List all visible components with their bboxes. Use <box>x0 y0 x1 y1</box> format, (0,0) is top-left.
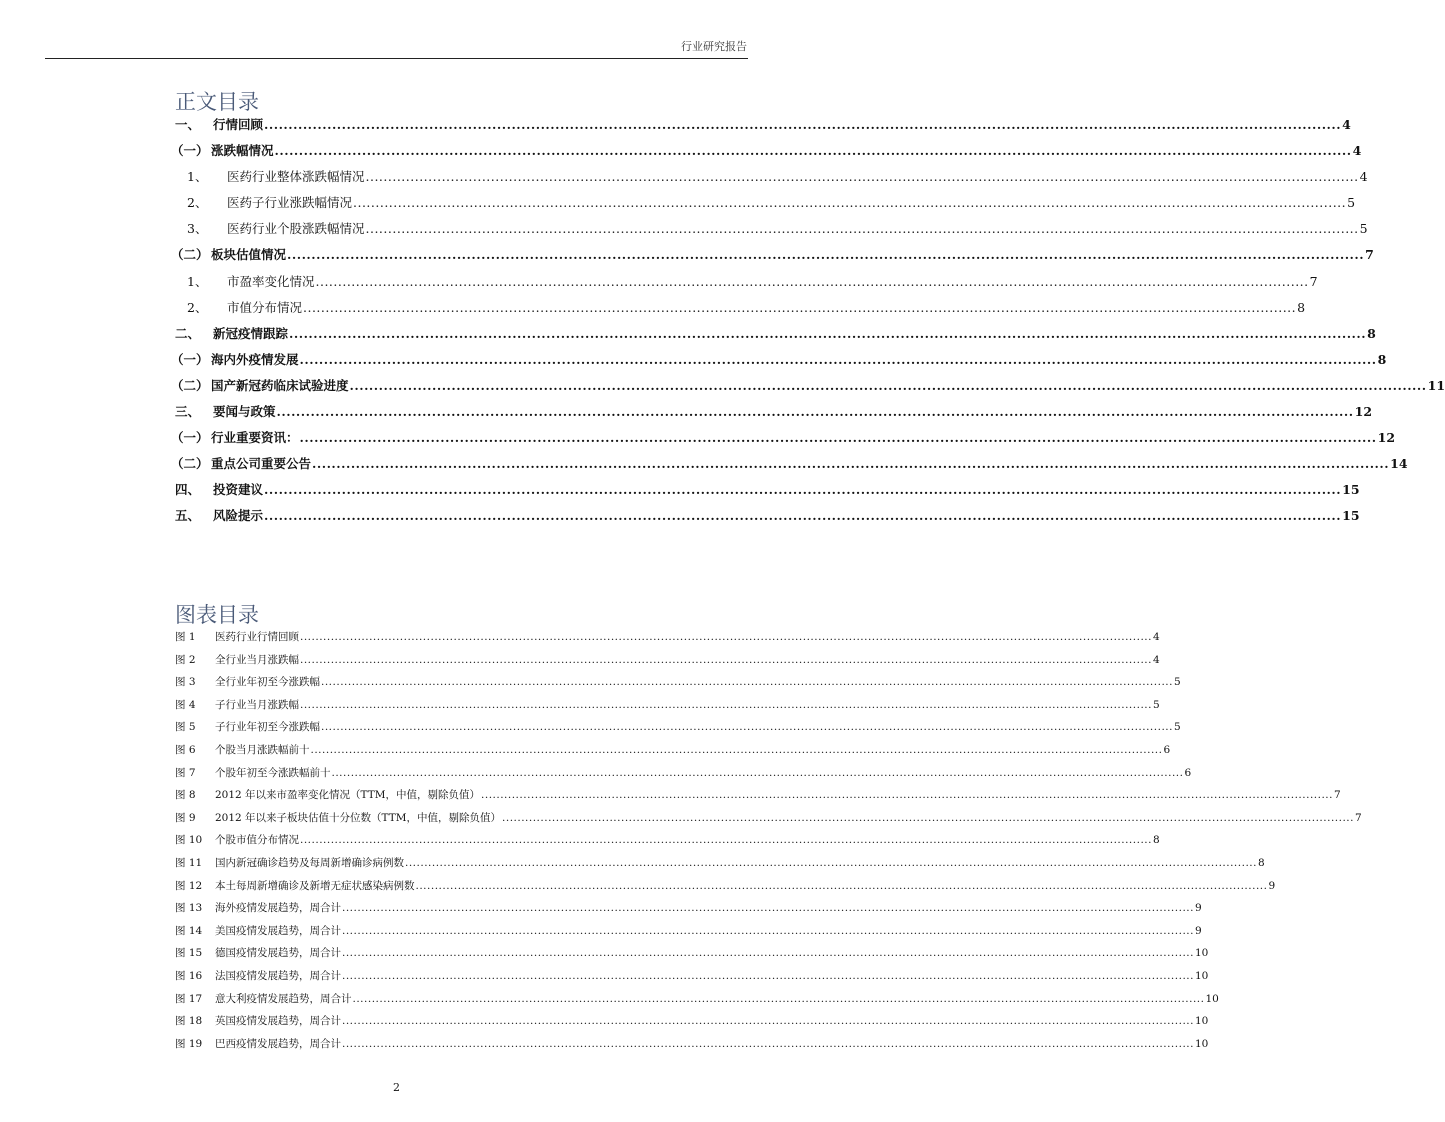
dot-leader <box>353 993 1205 1005</box>
entry-number: 图 13 <box>175 902 203 915</box>
dot-leader <box>481 789 1333 801</box>
toc-entry[interactable] <box>175 193 1356 219</box>
entry-page-number: 12 <box>1377 430 1396 446</box>
toc-entry[interactable] <box>171 350 1387 376</box>
toc-entry[interactable] <box>175 167 1368 193</box>
dot-leader <box>300 654 1152 666</box>
page-number: 2 <box>393 1081 400 1094</box>
entry-page-number: 5 <box>1152 698 1160 711</box>
entry-page-number: 8 <box>1377 351 1387 367</box>
entry-number: 图 3 <box>175 676 196 689</box>
entry-number: 图 2 <box>175 653 196 666</box>
entry-page-number: 11 <box>1427 377 1445 393</box>
entry-number: 图 12 <box>175 879 203 892</box>
entry-number: 图 19 <box>175 1037 203 1050</box>
toc-entry[interactable] <box>171 454 1408 480</box>
entry-page-number: 10 <box>1194 947 1209 960</box>
entry-page-number: 8 <box>1257 856 1265 869</box>
entry-number: 图 8 <box>175 789 196 802</box>
entry-number: 1、 <box>187 273 208 289</box>
dot-leader <box>342 947 1194 959</box>
dot-leader <box>275 143 1352 158</box>
entry-number: 图 16 <box>175 969 203 982</box>
dot-leader <box>289 326 1366 341</box>
entry-label: 市盈率变化情况 <box>227 273 315 289</box>
dot-leader <box>264 482 1341 497</box>
toc-entry[interactable] <box>175 298 1306 324</box>
dot-leader <box>321 721 1173 733</box>
entry-label: 投资建议 <box>213 482 264 498</box>
dot-leader <box>300 430 1377 445</box>
header-report-type: 行业研究报告 <box>681 40 747 53</box>
entry-label: 海内外疫情发展 <box>211 351 299 367</box>
entry-number: 五、 <box>175 508 201 524</box>
entry-number: 图 17 <box>175 992 203 1005</box>
dot-leader <box>332 767 1184 779</box>
dot-leader <box>300 352 1377 367</box>
entry-label: 子行业当月涨跌幅 <box>215 698 299 711</box>
entry-page-number: 8 <box>1152 834 1160 847</box>
entry-label: 2012 年以来子板块估值十分位数（TTM，中值，剔除负值） <box>215 811 502 824</box>
entry-number: 图 18 <box>175 1015 203 1028</box>
entry-page-number: 5 <box>1173 721 1181 734</box>
figure-entry[interactable] <box>175 742 1171 765</box>
entry-number: 图 15 <box>175 947 203 960</box>
entry-number: 四、 <box>175 482 201 498</box>
entry-number: 三、 <box>175 404 201 420</box>
entry-page-number: 4 <box>1359 169 1368 185</box>
figure-entry[interactable] <box>175 923 1202 946</box>
entry-page-number: 10 <box>1194 1037 1209 1050</box>
entry-label: 个股市值分布情况 <box>215 834 299 847</box>
entry-page-number: 10 <box>1205 992 1219 1005</box>
entry-number: 图 6 <box>175 743 196 756</box>
entry-label: 市值分布情况 <box>227 299 303 315</box>
entry-label: 风险提示 <box>213 508 264 524</box>
entry-label: 全行业年初至今涨跌幅 <box>215 676 320 689</box>
dot-leader <box>350 378 1427 393</box>
entry-label: 子行业年初至今涨跌幅 <box>215 721 320 734</box>
entry-page-number: 4 <box>1342 117 1351 132</box>
dot-leader <box>342 970 1194 982</box>
figure-entry[interactable] <box>175 787 1341 810</box>
entry-label: 医药行业个股涨跌幅情况 <box>227 221 365 237</box>
dot-leader <box>342 1038 1194 1050</box>
entry-page-number: 15 <box>1342 508 1360 524</box>
dot-leader <box>342 902 1194 914</box>
entry-label: 德国疫情发展趋势，周合计 <box>215 947 341 960</box>
toc-entry[interactable] <box>175 402 1373 428</box>
entry-page-number: 7 <box>1333 789 1341 802</box>
entry-page-number: 5 <box>1347 195 1356 211</box>
dot-leader <box>321 676 1173 688</box>
toc-entry[interactable] <box>171 376 1445 402</box>
entry-label: 涨跌幅情况 <box>211 143 274 159</box>
entry-number: 图 5 <box>175 721 196 734</box>
entry-label: 美国疫情发展趋势，周合计 <box>215 924 341 937</box>
toc-entry[interactable] <box>175 324 1376 350</box>
figure-entry[interactable] <box>175 810 1362 833</box>
entry-page-number: 6 <box>1184 766 1192 779</box>
entry-label: 新冠疫情跟踪 <box>213 325 289 341</box>
figure-entry[interactable] <box>175 832 1160 855</box>
entry-label: 海外疫情发展趋势，周合计 <box>215 902 341 915</box>
toc-entry[interactable] <box>171 141 1362 167</box>
entry-label: 个股当月涨跌幅前十 <box>215 743 310 756</box>
entry-page-number: 7 <box>1365 247 1374 263</box>
entry-page-number: 5 <box>1359 221 1368 237</box>
list-of-figures <box>175 629 1362 1058</box>
entry-label: 全行业当月涨跌幅 <box>215 653 299 666</box>
figure-entry[interactable] <box>175 697 1160 720</box>
toc-entry[interactable] <box>171 245 1374 271</box>
entry-label: 国内新冠确诊趋势及每周新增确诊病例数 <box>215 856 404 869</box>
entry-page-number: 10 <box>1194 969 1209 982</box>
entry-page-number: 7 <box>1309 273 1318 289</box>
entry-number: 图 11 <box>175 856 203 869</box>
entry-label: 本土每周新增确诊及新增无症状感染病例数 <box>215 879 415 892</box>
dot-leader <box>312 456 1389 471</box>
header-divider <box>45 58 748 59</box>
entry-page-number: 9 <box>1268 879 1276 892</box>
figure-entry[interactable] <box>175 900 1202 923</box>
entry-number: 图 7 <box>175 766 196 779</box>
table-of-contents <box>171 115 1445 533</box>
toc-entry[interactable] <box>175 480 1360 506</box>
figure-entry[interactable] <box>175 968 1209 991</box>
figure-entry[interactable] <box>175 765 1192 788</box>
dot-leader <box>287 247 1364 262</box>
entry-page-number: 4 <box>1152 653 1160 666</box>
entry-page-number: 4 <box>1152 631 1160 643</box>
dot-leader <box>264 508 1341 523</box>
figure-entry[interactable] <box>175 878 1276 901</box>
figure-entry[interactable] <box>175 855 1265 878</box>
entry-number: （一） <box>171 430 209 446</box>
figure-entry[interactable] <box>175 991 1219 1014</box>
entry-number: 图 10 <box>175 834 203 847</box>
toc-entry[interactable] <box>175 219 1368 245</box>
entry-number: 3、 <box>187 221 208 237</box>
entry-label: 英国疫情发展趋势，周合计 <box>215 1015 341 1028</box>
entry-number: （一） <box>171 143 209 159</box>
entry-page-number: 6 <box>1163 743 1171 756</box>
dot-leader <box>353 195 1346 210</box>
dot-leader <box>366 169 1359 184</box>
dot-leader <box>342 925 1194 937</box>
entry-label: 医药子行业涨跌幅情况 <box>227 195 353 211</box>
entry-page-number: 12 <box>1354 404 1373 420</box>
toc-entry[interactable] <box>175 272 1318 298</box>
figure-entry[interactable] <box>175 674 1181 697</box>
entry-page-number: 8 <box>1367 325 1376 341</box>
entry-number: 图 14 <box>175 924 203 937</box>
entry-number: 2、 <box>187 299 208 315</box>
entry-number: 二、 <box>175 325 201 341</box>
figures-title: 图表目录 <box>175 603 259 627</box>
entry-number: （二） <box>171 247 209 263</box>
figure-entry[interactable] <box>175 652 1160 675</box>
dot-leader <box>311 744 1163 756</box>
entry-label: 要闻与政策 <box>213 404 276 420</box>
toc-title: 正文目录 <box>175 90 259 114</box>
dot-leader <box>277 404 1354 419</box>
entry-number: 1、 <box>187 169 208 185</box>
dot-leader <box>300 631 1152 643</box>
entry-number: 图 4 <box>175 698 196 711</box>
entry-label: 医药行业行情回顾 <box>215 631 299 643</box>
entry-label: 个股年初至今涨跌幅前十 <box>215 766 331 779</box>
entry-label: 巴西疫情发展趋势，周合计 <box>215 1037 341 1050</box>
dot-leader <box>502 812 1354 824</box>
entry-label: 法国疫情发展趋势，周合计 <box>215 969 341 982</box>
figure-entry[interactable] <box>175 629 1160 652</box>
entry-number: （一） <box>171 351 209 367</box>
dot-leader <box>405 857 1257 869</box>
dot-leader <box>300 699 1152 711</box>
entry-label: 行情回顾 <box>213 117 264 132</box>
entry-page-number: 10 <box>1194 1015 1209 1028</box>
entry-number: （二） <box>171 377 209 393</box>
entry-page-number: 9 <box>1194 902 1202 915</box>
dot-leader <box>366 221 1359 236</box>
toc-entry[interactable] <box>175 506 1360 532</box>
entry-label: 国产新冠药临床试验进度 <box>211 377 349 393</box>
dot-leader <box>416 880 1268 892</box>
entry-label: 医药行业整体涨跌幅情况 <box>227 169 365 185</box>
entry-page-number: 7 <box>1354 811 1362 824</box>
entry-page-number: 5 <box>1173 676 1181 689</box>
dot-leader <box>342 1015 1194 1027</box>
entry-page-number: 8 <box>1297 299 1306 315</box>
figure-entry[interactable] <box>175 945 1209 968</box>
entry-page-number: 9 <box>1194 924 1202 937</box>
entry-label: 重点公司重要公告 <box>211 456 312 472</box>
entry-label: 行业重要资讯： <box>211 430 299 446</box>
entry-number: 2、 <box>187 195 208 211</box>
toc-entry[interactable] <box>171 428 1396 454</box>
entry-page-number: 15 <box>1342 482 1360 498</box>
figure-entry[interactable] <box>175 1036 1209 1059</box>
dot-leader <box>300 834 1152 846</box>
entry-label: 板块估值情况 <box>211 247 287 263</box>
dot-leader <box>303 300 1296 315</box>
dot-leader <box>316 274 1309 289</box>
toc-entry[interactable] <box>175 115 1351 141</box>
figure-entry[interactable] <box>175 719 1181 742</box>
entry-number: （二） <box>171 456 209 472</box>
figure-entry[interactable] <box>175 1013 1209 1036</box>
entry-label: 2012 年以来市盈率变化情况（TTM，中值，剔除负值） <box>215 789 481 802</box>
entry-page-number: 14 <box>1390 456 1408 472</box>
dot-leader <box>264 117 1341 132</box>
entry-number: 图 9 <box>175 811 196 824</box>
entry-label: 意大利疫情发展趋势，周合计 <box>215 992 352 1005</box>
entry-number: 图 1 <box>175 631 196 643</box>
entry-page-number: 4 <box>1352 143 1362 159</box>
entry-number: 一、 <box>175 117 201 132</box>
